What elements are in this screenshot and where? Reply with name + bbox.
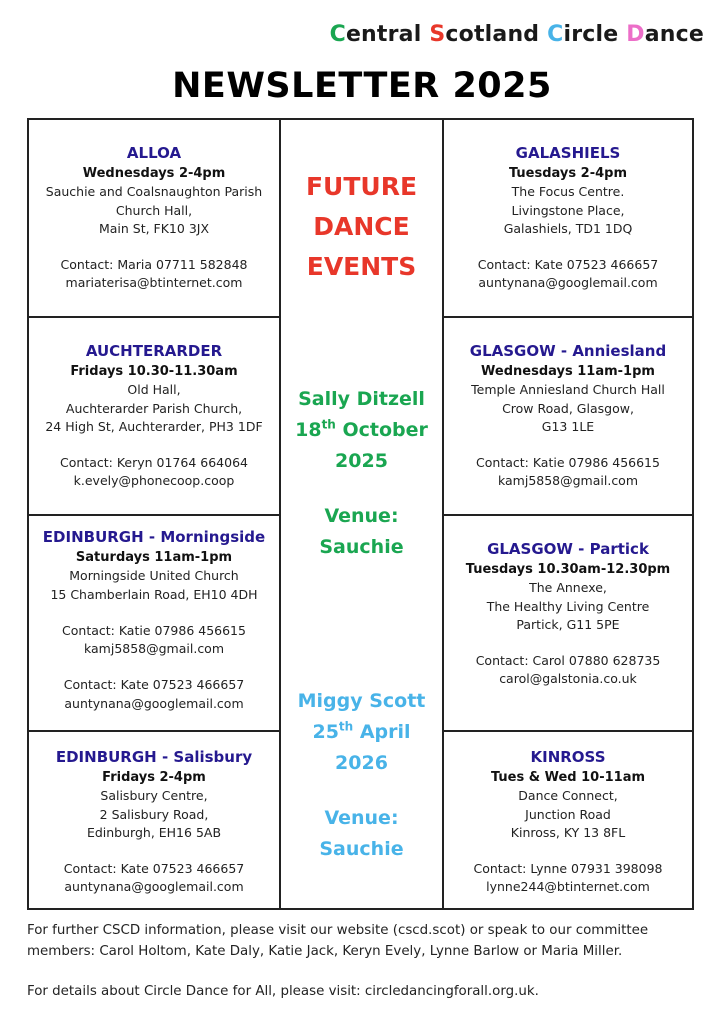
address-line: The Focus Centre. — [511, 184, 625, 200]
event-year: 2026 — [335, 752, 388, 774]
contact-email[interactable]: kamj5858@gmail.com — [83, 641, 225, 657]
address-line: Morningside United Church — [69, 568, 239, 584]
group-name: GLASGOW - Partick — [487, 540, 649, 558]
event-miggy-scott — [281, 686, 442, 865]
session-time: Fridays 2-4pm — [102, 770, 206, 785]
brand-initial-d: D — [626, 22, 645, 47]
group-name: GALASHIELS — [515, 144, 621, 162]
contact-email[interactable]: auntynana@googlemail.com — [64, 879, 244, 895]
address-line: Sauchie and Coalsnaughton Parish — [45, 184, 263, 200]
contact-line: Contact: Carol 07880 628735 — [475, 653, 661, 669]
contact-line: Contact: Lynne 07931 398098 — [473, 861, 663, 877]
contact-line: Contact: Maria 07711 582848 — [60, 257, 248, 273]
event-date: 18th October — [295, 417, 428, 441]
address-line: Livingstone Place, — [511, 202, 625, 218]
group-card-glasgow-anniesland — [444, 318, 692, 516]
group-name: EDINBURGH - Morningside — [42, 528, 266, 546]
event-sally-ditzell — [281, 384, 442, 563]
brand-word-rest: cotland — [445, 22, 540, 47]
group-name: EDINBURGH - Salisbury — [55, 748, 253, 766]
contact-email[interactable]: k.evely@phonecoop.coop — [73, 473, 235, 489]
events-column — [281, 120, 444, 908]
session-time: Saturdays 11am-1pm — [75, 550, 233, 565]
address-line: Kinross, KY 13 8FL — [510, 824, 626, 840]
contact-line: Contact: Katie 07986 456615 — [62, 622, 246, 638]
venue-name: Sauchie — [319, 838, 404, 860]
event-year: 2025 — [335, 450, 388, 472]
address-line: Dance Connect, — [518, 788, 618, 804]
address-line: Crow Road, Glasgow, — [502, 400, 634, 416]
future-events-heading — [281, 167, 442, 287]
address-line: Temple Anniesland Church Hall — [471, 382, 665, 398]
address-line: Salisbury Centre, — [100, 788, 208, 804]
brand-word-rest: entral — [345, 22, 422, 47]
heading-line: FUTURE — [305, 172, 418, 201]
session-time: Fridays 10.30-11.30am — [70, 364, 238, 379]
organisation-name — [330, 22, 704, 47]
venue-name: Sauchie — [319, 536, 404, 558]
group-name: GLASGOW - Anniesland — [469, 342, 667, 360]
contact-email[interactable]: auntynana@googlemail.com — [64, 695, 244, 711]
brand-word-rest: ance — [644, 22, 704, 47]
address-line: Auchterarder Parish Church, — [65, 400, 243, 416]
group-card-glasgow-partick — [444, 516, 692, 732]
contact-email[interactable]: carol@galstonia.co.uk — [499, 671, 637, 687]
brand-initial-c: C — [329, 22, 346, 47]
brand-initial-c2: C — [547, 22, 564, 47]
contact-email[interactable]: auntynana@googlemail.com — [478, 275, 658, 291]
address-line: 2 Salisbury Road, — [99, 806, 209, 822]
schedule-grid — [27, 118, 694, 910]
contact-line: Contact: Katie 07986 456615 — [476, 455, 660, 471]
group-name: AUCHTERARDER — [85, 342, 223, 360]
venue-label: Venue: — [324, 807, 399, 829]
footer-text: For further CSCD information, please visit our website (cscd.scot) or speak to our committee — [27, 923, 649, 938]
heading-line: EVENTS — [306, 252, 417, 281]
footer-text: members: Carol Holtom, Kate Daly, Katie Jack, Keryn Evely, Lynne Barlow or Maria Miller. — [27, 943, 623, 959]
event-name: Miggy Scott — [297, 690, 426, 712]
address-line: The Healthy Living Centre — [486, 598, 650, 614]
session-time: Tuesdays 10.30am-12.30pm — [465, 562, 671, 577]
address-line: Junction Road — [525, 806, 611, 822]
group-card-edinburgh-morningside — [29, 516, 279, 732]
venue-label: Venue: — [324, 505, 399, 527]
left-column — [29, 120, 281, 908]
heading-line: DANCE — [313, 212, 410, 241]
address-line: Main St, FK10 3JX — [98, 220, 210, 236]
contact-email[interactable]: kamj5858@gmail.com — [497, 473, 639, 489]
footer-info — [27, 921, 707, 1003]
address-line: 24 High St, Auchterarder, PH3 1DF — [45, 418, 263, 434]
group-name: ALLOA — [126, 144, 182, 162]
address-line: The Annexe, — [529, 580, 607, 596]
brand-initial-s: S — [429, 22, 446, 47]
event-date: 25th April — [312, 719, 411, 743]
contact-line: Contact: Kate 07523 466657 — [477, 257, 659, 273]
session-time: Tues & Wed 10-11am — [490, 770, 646, 785]
address-line: G13 1LE — [541, 418, 595, 434]
brand-word-rest: ircle — [563, 22, 619, 47]
event-name: Sally Ditzell — [298, 388, 425, 410]
session-time: Tuesdays 2-4pm — [508, 166, 627, 181]
group-card-kinross — [444, 732, 692, 908]
address-line: Old Hall, — [127, 382, 181, 398]
right-column — [444, 120, 692, 908]
address-line: 15 Chamberlain Road, EH10 4DH — [50, 586, 258, 602]
session-time: Wednesdays 11am-1pm — [481, 364, 655, 379]
contact-line: Contact: Kate 07523 466657 — [63, 861, 245, 877]
group-card-auchterarder — [29, 318, 279, 516]
group-card-edinburgh-salisbury — [29, 732, 279, 908]
address-line: Partick, G11 5PE — [516, 616, 620, 632]
session-time: Wednesdays 2-4pm — [82, 166, 226, 181]
group-name: KINROSS — [530, 748, 606, 766]
contact-line: Contact: Keryn 01764 664064 — [60, 455, 248, 471]
group-card-galashiels — [444, 120, 692, 318]
address-line: Church Hall, — [115, 202, 193, 218]
contact-email[interactable]: lynne244@btinternet.com — [486, 879, 650, 895]
address-line: Galashiels, TD1 1DQ — [503, 220, 633, 236]
group-card-alloa — [29, 120, 279, 318]
page-title: NEWSLETTER 2025 — [172, 66, 552, 106]
address-line: Edinburgh, EH16 5AB — [86, 824, 222, 840]
contact-line: Contact: Kate 07523 466657 — [63, 677, 245, 693]
contact-email[interactable]: mariaterisa@btinternet.com — [65, 275, 243, 291]
footer-text: For details about Circle Dance for All, please visit: circledancingforall.org.uk. — [27, 984, 539, 999]
